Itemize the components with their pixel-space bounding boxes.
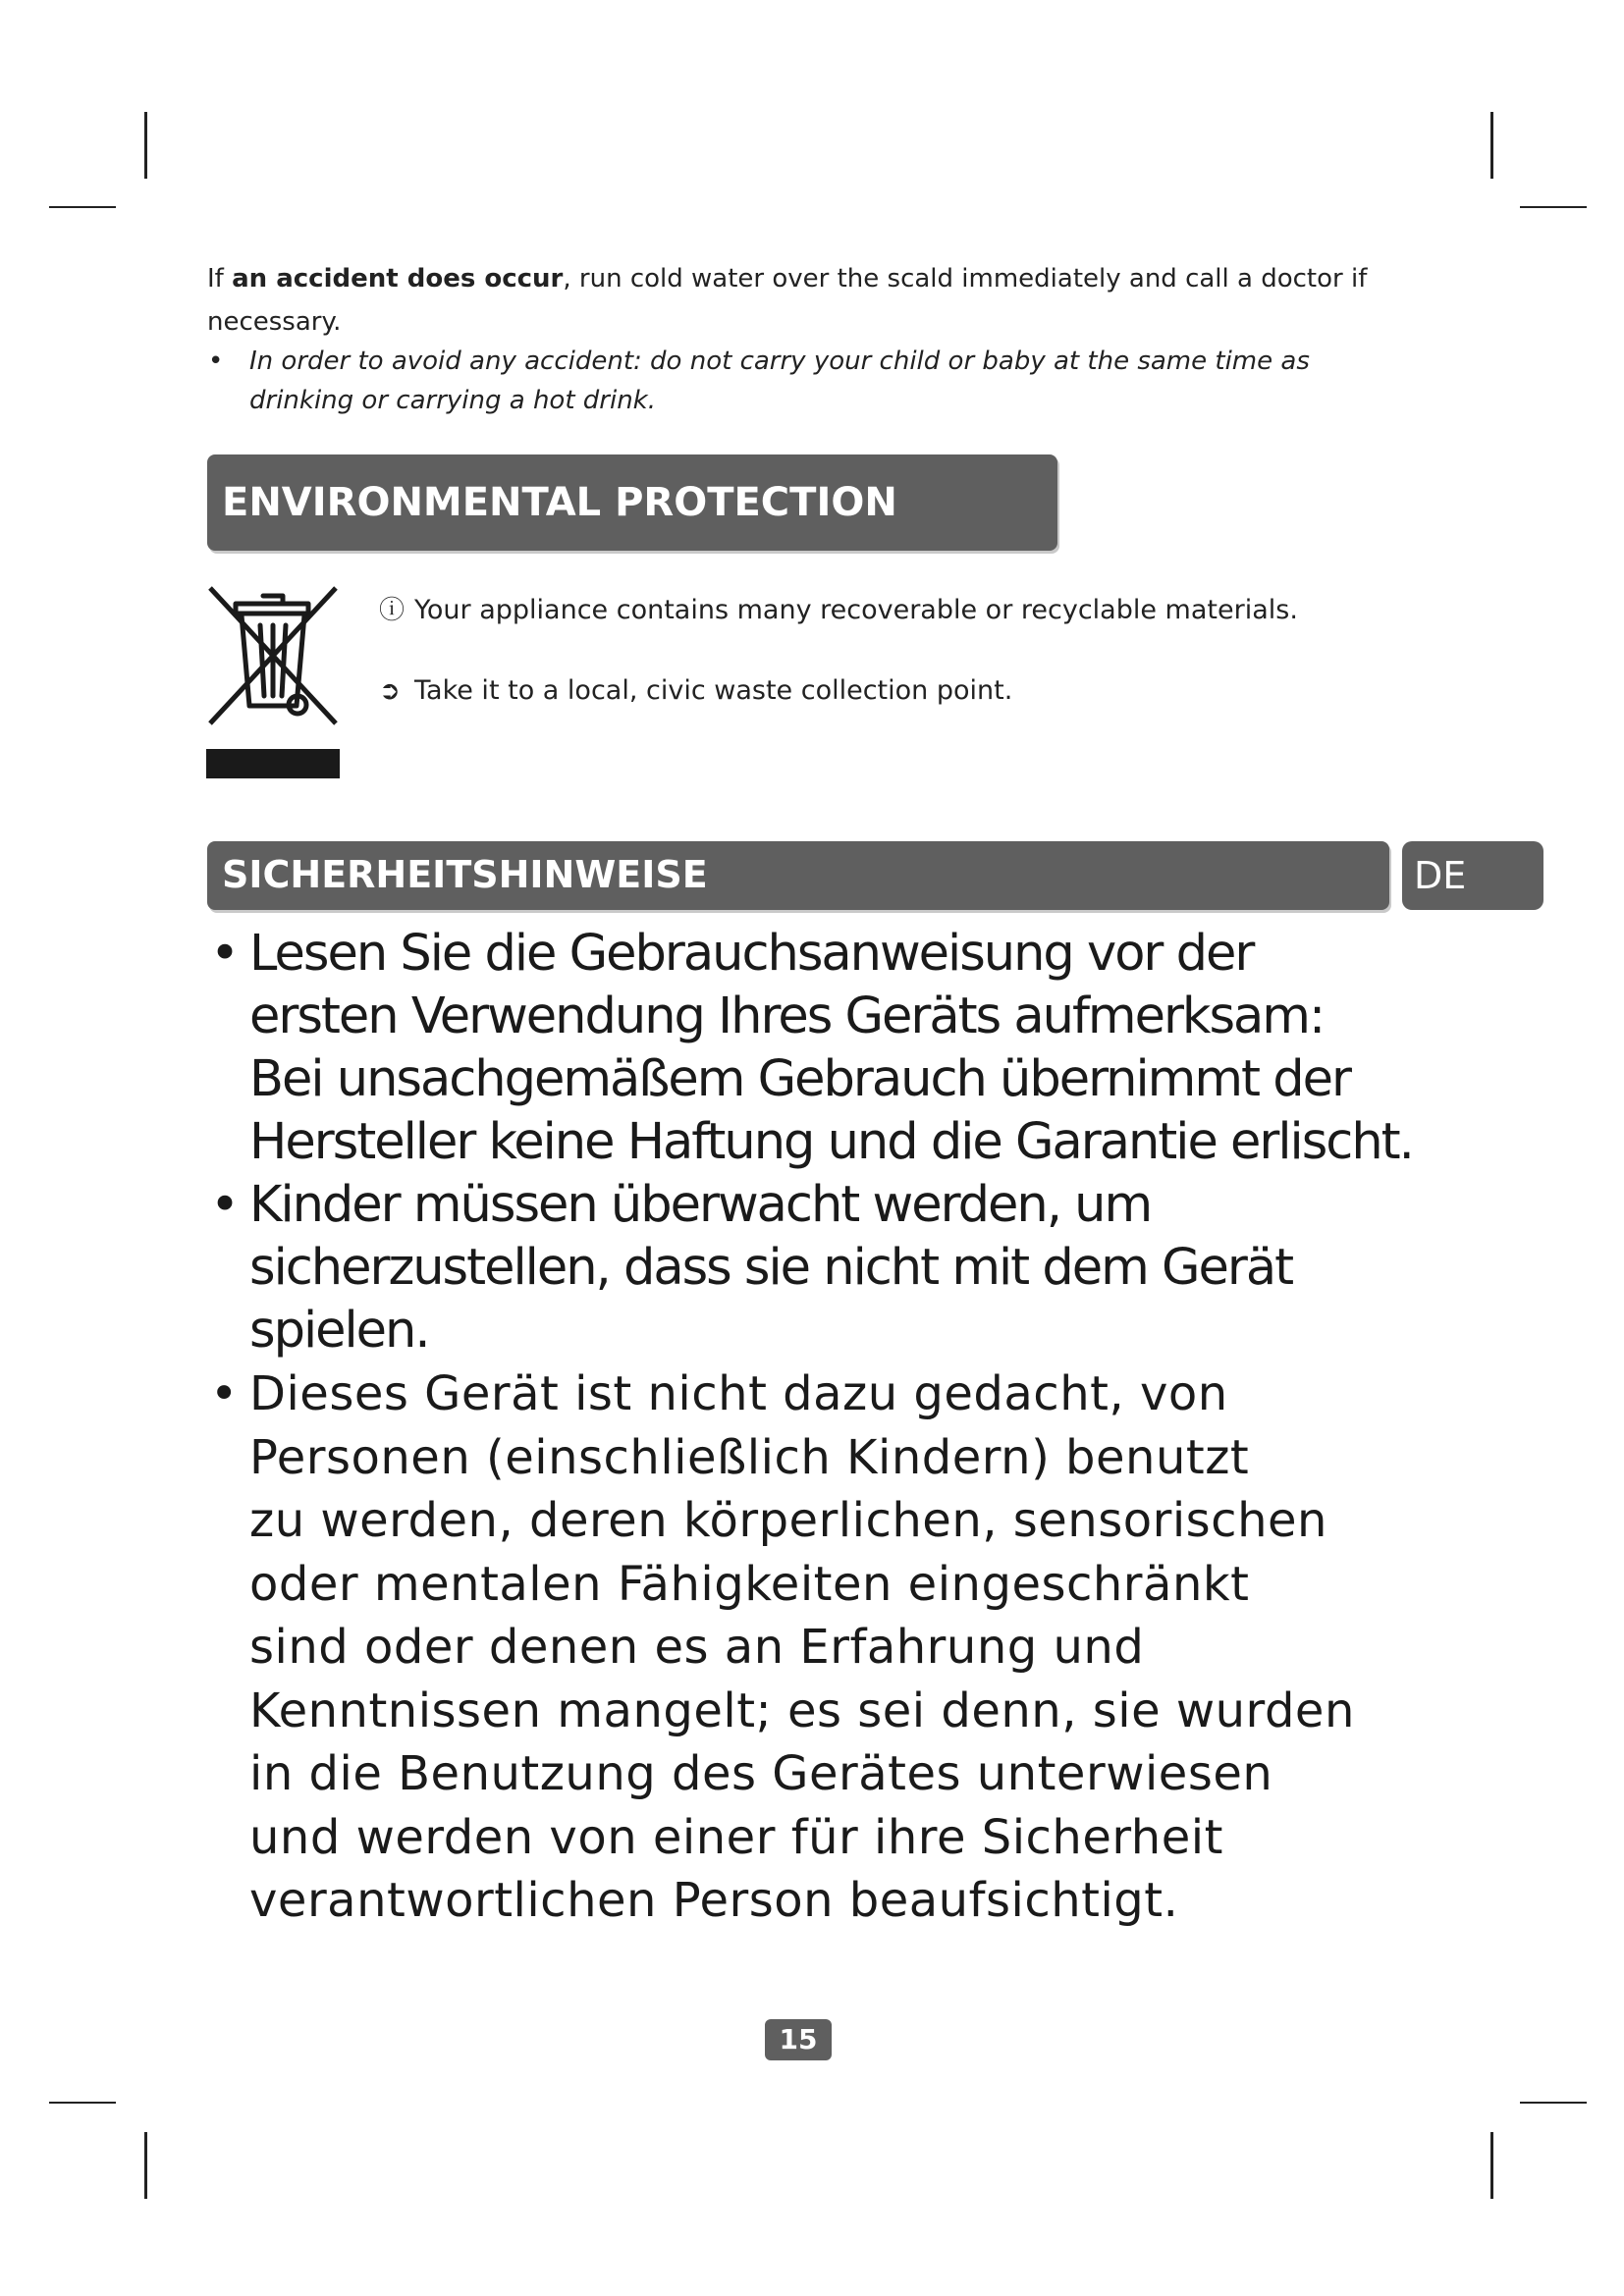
crossed-out-wheelie-bin-icon [206,586,340,778]
arrow-right-icon: ➲ [379,676,401,706]
page-number: 15 [765,2019,832,2060]
crop-mark [49,2102,116,2104]
list-item: • Kinder müssen überwacht werden, um sicherzustellen, dass sie nicht mit dem Gerät spielen. [210,1176,1293,1360]
list-item: • Dieses Gerät ist nicht dazu gedacht, von Personen (einschließlich Kindern) benutzt zu werden, deren körperlichen, sensorischen oder mentalen Fähigkeiten eingeschränkt sind oder denen es an Erfahrung und Kenntnissen mangelt; es sei denn, sie wurden in die Benutzung des Gerätes unterwiesen und werden von einer für ihre Sicherheit verantwortlichen Person beaufsichtigt. [206,1362,1424,1933]
info-icon: ⓘ [379,596,406,625]
accident-emphasis: an accident does occur [232,264,564,294]
bullet-dot: • [208,347,224,376]
crop-mark [49,206,116,208]
collection-point-note: ➲ Take it to a local, civic waste collection point. [379,673,1012,709]
crop-mark [1520,2102,1587,2104]
recyclable-note: ⓘ Your appliance contains many recoverable or recyclable materials. [379,593,1298,628]
bullet-dot: • [210,1366,239,1421]
safety-heading: SICHERHEITSHINWEISE [207,841,1389,910]
crop-mark [1490,2132,1493,2199]
crop-mark [144,112,147,179]
accident-paragraph: If an accident does occur, run cold water over the scald immediately and call a doctor if necessary. [207,264,1368,337]
bullet-dot: • [210,925,239,983]
accident-bullet [208,342,1386,420]
bullet-dot: • [210,1176,239,1234]
crop-mark [1490,112,1493,179]
safety-list [206,923,1424,1933]
crop-mark [1520,206,1587,208]
crop-mark [144,2132,147,2199]
language-tab: DE [1402,841,1543,910]
bullet-text: In order to avoid any accident: do not carry your child or baby at the same time as drinking or carrying a hot drink. [249,347,1310,415]
list-item: • Lesen Sie die Gebrauchsanweisung vor der ersten Verwendung Ihres Geräts aufmerksam: Bei unsachgemäßem Gebrauch übernimmt der Hersteller keine Haftung und die Garantie erlischt. [210,925,1413,1171]
environmental-heading: ENVIRONMENTAL PROTECTION [207,454,1057,551]
